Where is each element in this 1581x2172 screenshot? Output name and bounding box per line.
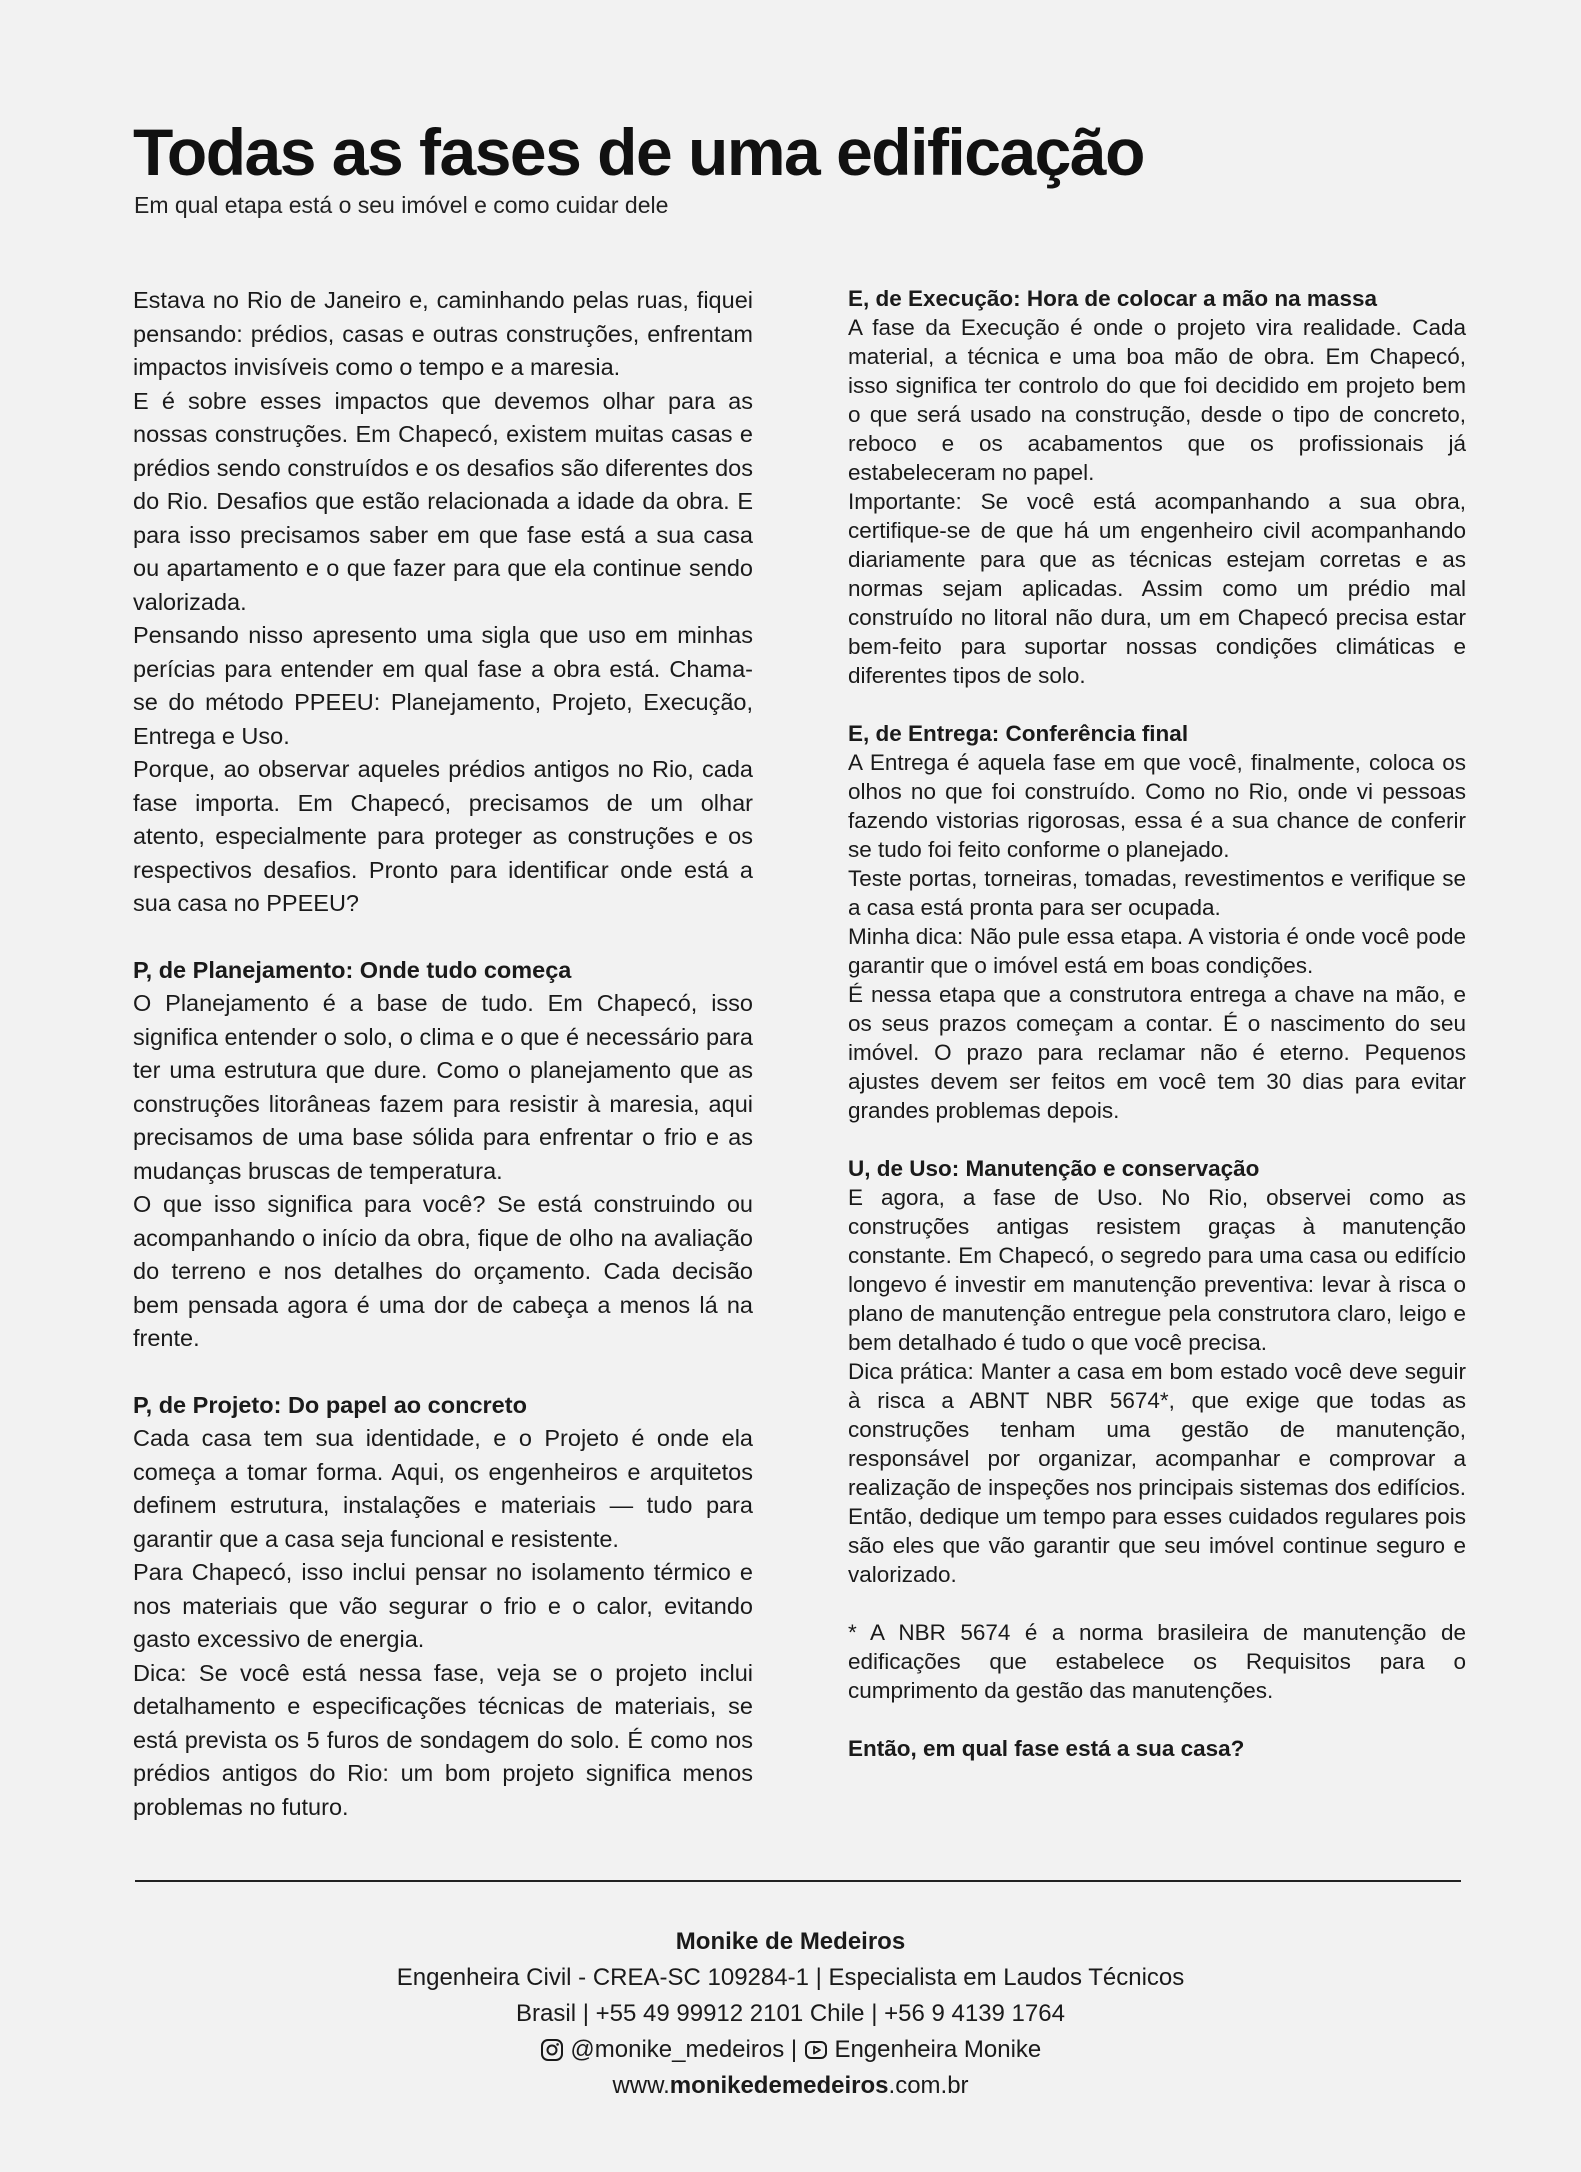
section-paragraph: A Entrega é aquela fase em que você, finalmente, coloca os olhos no que foi construído. Como no Rio, onde vi pessoas fazendo vistorias rigorosas, essa é a sua chance de conferir se tudo foi feito conforme o planejado. [848,750,1466,862]
section-heading-projeto: P, de Projeto: Do papel ao concreto [133,1391,527,1418]
right-column [848,284,1466,1763]
intro-paragraph: Pensando nisso apresento uma sigla que uso em minhas perícias para entender em qual fase a obra está. Chama-se do método PPEEU: Planejamento, Projeto, Execução, Entrega e Uso. [133,622,753,749]
spacer [133,1356,753,1389]
section-paragraph: O que isso significa para você? Se está construindo ou acompanhando o início da obra, fique de olho na avaliação do terreno e nos detalhes do orçamento. Cada decisão bem pensada agora é uma dor de cabeça a menos lá na frente. [133,1191,753,1351]
page-title: Todas as fases de uma edificação [133,115,1144,189]
youtube-icon [804,2038,828,2062]
website-suffix: .com.br [888,2072,969,2099]
spacer [848,690,1466,719]
footnote: * A NBR 5674 é a norma brasileira de manutenção de edificações que estabelece os Requisitos para o cumprimento da gestão das manutenções. [848,1620,1466,1703]
footer-divider [135,1880,1461,1882]
website-domain: monikedemedeiros [669,2072,889,2099]
author-footer [0,1924,1581,2104]
instagram-handle[interactable]: @monike_medeiros [570,2036,785,2063]
closing-question: Então, em qual fase está a sua casa? [848,1736,1245,1761]
section-heading-uso: U, de Uso: Manutenção e conservação [848,1156,1260,1181]
website-link[interactable] [0,2068,1581,2104]
section-paragraph: Teste portas, torneiras, tomadas, revestimentos e verifique se a casa está pronta para ser ocupada. [848,866,1466,920]
page-subtitle: Em qual etapa está o seu imóvel e como cuidar dele [134,192,669,218]
author-name: Monike de Medeiros [675,1928,906,1955]
spacer [848,1125,1466,1154]
section-paragraph: O Planejamento é a base de tudo. Em Chapecó, isso significa entender o solo, o clima e o que é necessário para ter uma estrutura que dure. Como o planejamento que as construções litorâneas fazem para resistir à maresia, aqui precisamos de uma base sólida para enfrentar o frio e as mudanças bruscas de temperatura. [133,990,753,1184]
social-separator: | [790,2036,798,2063]
section-paragraph: Minha dica: Não pule essa etapa. A vistoria é onde você pode garantir que o imóvel está em boas condições. [848,924,1466,978]
intro-paragraph: E é sobre esses impactos que devemos olhar para as nossas construções. Em Chapecó, existem muitas casas e prédios sendo construídos e os desafios são diferentes dos do Rio. Desafios que estão relacionada a idade da obra. E para isso precisamos saber em que fase está a sua casa ou apartamento e o que fazer para que ela continue sendo valorizada. [133,387,753,615]
social-links [0,2032,1581,2068]
intro-paragraph: Estava no Rio de Janeiro e, caminhando pelas ruas, fiquei pensando: prédios, casas e outras construções, enfrentam impactos invisíveis como o tempo e a maresia. [133,287,753,380]
website-prefix: www. [612,2072,670,2099]
section-paragraph: A fase da Execução é onde o projeto vira realidade. Cada material, a técnica e uma boa mão de obra. Em Chapecó, isso significa ter controlo do que foi decidido em projeto bem o que será usado na construção, desde o tipo de concreto, reboco e os acabamentos que os profissionais já estabeleceram no papel. [848,315,1466,485]
section-paragraph: Dica prática: Manter a casa em bom estado você deve seguir à risca a ABNT NBR 5674*, que exige que todas as construções tenham uma gestão de manutenção, responsável por organizar, acompanhar e comprovar a realização de inspeções nos principais sistemas dos edifícios. Então, dedique um tempo para esses cuidados regulares pois são eles que vão garantir que seu imóvel continue seguro e valorizado. [848,1359,1466,1587]
section-heading-execucao: E, de Execução: Hora de colocar a mão na massa [848,286,1377,311]
instagram-icon [540,2038,564,2062]
section-paragraph: Cada casa tem sua identidade, e o Projeto é onde ela começa a tomar forma. Aqui, os engenheiros e arquitetos definem estrutura, instalações e materiais — tudo para garantir que a casa seja funcional e resistente. [133,1425,753,1552]
author-role: Engenheira Civil - CREA-SC 109284-1 | Especialista em Laudos Técnicos [396,1964,1185,1991]
section-paragraph: Dica: Se você está nessa fase, veja se o projeto inclui detalhamento e especificações técnicas de materiais, se está prevista os 5 furos de sondagem do solo. É como nos prédios antigos do Rio: um bom projeto significa menos problemas no futuro. [133,1659,753,1820]
intro-paragraph: Porque, ao observar aqueles prédios antigos no Rio, cada fase importa. Em Chapecó, precisamos de um olhar atento, especialmente para proteger as construções e os respectivos desafios. Pronto para identificar onde está a sua casa no PPEEU? [133,756,753,916]
section-paragraph: Importante: Se você está acompanhando a sua obra, certifique-se de que há um engenheiro civil acompanhando diariamente para que as técnicas estejam corretas e as normas sejam aplicadas. Assim como um prédio mal construído no litoral não dura, um em Chapecó precisa estar bem-feito para suportar nossas condições climáticas e diferentes tipos de solo. [848,489,1466,688]
section-paragraph: Para Chapecó, isso inclui pensar no isolamento térmico e nos materiais que vão segurar o frio e o calor, evitando gasto excessivo de energia. [133,1559,753,1652]
author-phones: Brasil | +55 49 99912 2101 Chile | +56 9 4139 1764 [516,2000,1065,2027]
section-paragraph: E agora, a fase de Uso. No Rio, observei como as construções antigas resistem graças à manutenção constante. Em Chapecó, o segredo para uma casa ou edifício longevo é investir em manutenção preventiva: levar à risca o plano de manutenção entregue pela construtora claro, leigo e bem detalhado é tudo o que você precisa. [848,1185,1466,1355]
section-paragraph: É nessa etapa que a construtora entrega a chave na mão, e os seus prazos começam a contar. É o nascimento do seu imóvel. O prazo para reclamar não é eterno. Pequenos ajustes devem ser feitos em você tem 30 dias para evitar grandes problemas depois. [848,982,1466,1123]
spacer [848,1705,1466,1734]
spacer [133,921,753,954]
spacer [848,1589,1466,1618]
left-column [133,284,753,1824]
youtube-channel[interactable]: Engenheira Monike [834,2036,1042,2063]
section-heading-entrega: E, de Entrega: Conferência final [848,721,1189,746]
section-heading-planejamento: P, de Planejamento: Onde tudo começa [133,956,572,983]
